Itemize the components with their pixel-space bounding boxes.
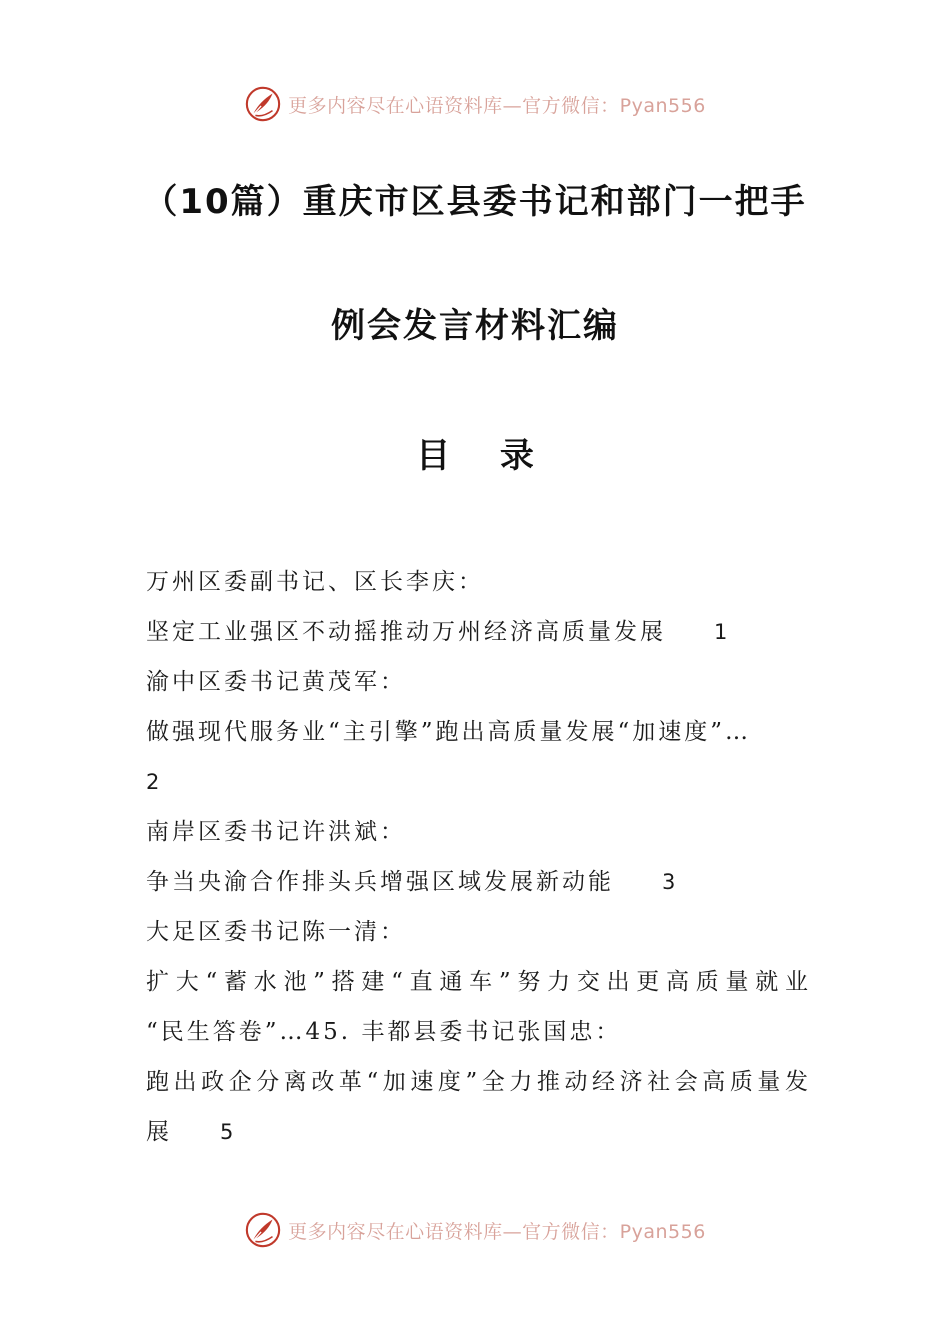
toc-entry-title: 跑出政企分离改革“加速度”全力推动经济社会高质量发	[146, 1069, 810, 1095]
toc-entry-title-continued: 展 5	[146, 1110, 810, 1160]
toc-author: 大足区委书记陈一清：	[146, 919, 406, 945]
toc-page-number: 1	[714, 620, 728, 644]
footer-watermark	[0, 1208, 950, 1252]
toc-entry-title-continued: “民生答卷”…45. 丰都县委书记张国忠：	[146, 1019, 622, 1045]
toc-entry-title: 坚定工业强区不动摇推动万州经济高质量发展 1	[146, 610, 810, 660]
document-title-line2: 例会发言材料汇编	[331, 306, 619, 346]
toc-page-number: 3	[662, 870, 676, 894]
watermark-text: 更多内容尽在心语资料库—官方微信：Pyan556	[288, 1220, 706, 1243]
toc-entry-title: 扩大“蓄水池”搭建“直通车”努力交出更高质量就业	[146, 969, 810, 995]
toc-entry-title: 做强现代服务业“主引擎”跑出高质量发展“加速度”…	[146, 719, 752, 745]
table-of-contents	[146, 560, 810, 1160]
document-title-line1: （10篇）重庆市区县委书记和部门一把手	[143, 182, 807, 222]
toc-page-number: 5	[220, 1120, 234, 1144]
toc-entry-title: 争当央渝合作排头兵增强区域发展新动能 3	[146, 860, 810, 910]
watermark-text: 更多内容尽在心语资料库—官方微信：Pyan556	[288, 94, 706, 117]
quill-logo-icon	[244, 1211, 282, 1249]
toc-author: 万州区委副书记、区长李庆：	[146, 569, 484, 595]
toc-page-number: 2	[146, 770, 160, 794]
quill-logo-icon	[244, 85, 282, 123]
toc-author: 渝中区委书记黄茂军：	[146, 669, 406, 695]
toc-author: 南岸区委书记许洪斌：	[146, 819, 406, 845]
header-watermark	[0, 82, 950, 126]
toc-heading: 目 录	[416, 436, 534, 476]
